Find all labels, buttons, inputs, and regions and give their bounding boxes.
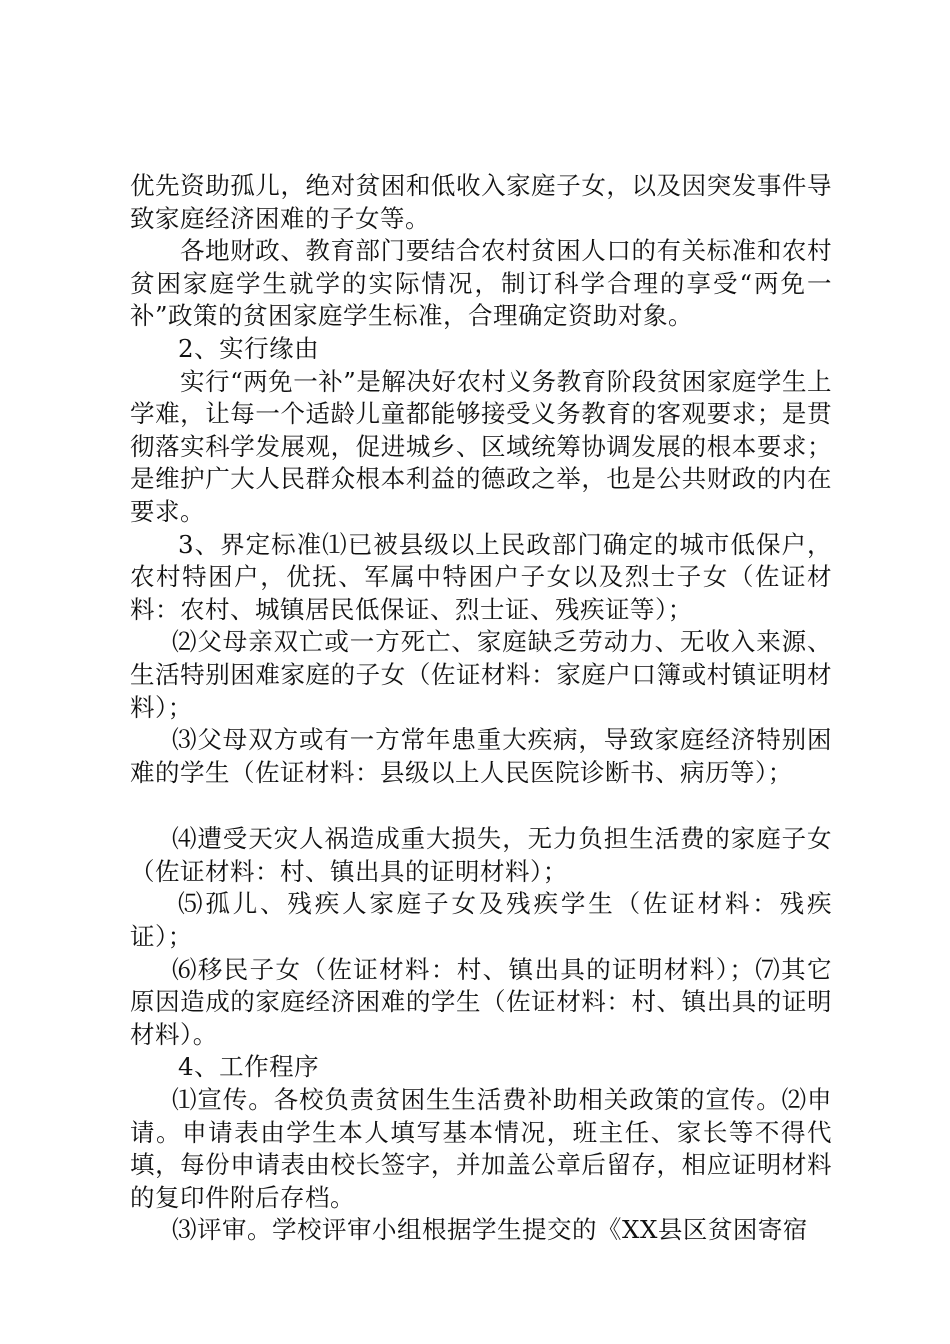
paragraph-reason: 实行“两免一补”是解决好农村义务教育阶段贫困家庭学生上学难，让每一个适龄儿童都能够接受义务教育的客观要求；是贯彻落实科学发展观，促进城乡、区域统筹协调发展的根本要求；是维护广大人民群众根本利益的德政之举，也是公共财政的内在要求。 [130,366,832,526]
document-body [130,170,832,1247]
paragraph-procedure-1-2: ⑴宣传。各校负责贫困生生活费补助相关政策的宣传。⑵申请。申请表由学生本人填写基本情况，班主任、家长等不得代填，每份申请表由校长签字，并加盖公章后留存，相应证明材料的复印件附后存档。 [130,1085,832,1212]
heading-procedure: 4、工作程序 [178,1052,320,1082]
paragraph-priority-aid: 优先资助孤儿，绝对贫困和低收入家庭子女，以及因突发事件导致家庭经济困难的子女等。 [130,171,832,233]
paragraph-finance-education: 各地财政、教育部门要结合农村贫困人口的有关标准和农村贫困家庭学生就学的实际情况，制订科学合理的享受“两免一补”政策的贫困家庭学生标准，合理确定资助对象。 [130,236,832,331]
paragraph-procedure-3: ⑶评审。学校评审小组根据学生提交的《XX县区贫困寄宿 [172,1215,808,1245]
paragraph-criteria-2: ⑵父母亲双亡或一方死亡、家庭缺乏劳动力、无收入来源、生活特别困难家庭的子女（佐证材料：家庭户口簿或村镇证明材料）； [130,627,832,722]
paragraph-criteria-6-7: ⑹移民子女（佐证材料：村、镇出具的证明材料）；⑺其它原因造成的家庭经济困难的学生（佐证材料：村、镇出具的证明材料）。 [130,954,832,1049]
paragraph-criteria-4: ⑷遭受天灾人祸造成重大损失，无力负担生活费的家庭子女（佐证材料：村、镇出具的证明材料）； [130,824,832,886]
paragraph-criteria-5: ⑸孤儿、残疾人家庭子女及残疾学生（佐证材料：残疾证）； [130,889,832,952]
paragraph-criteria-3: ⑶父母双方或有一方常年患重大疾病，导致家庭经济特别困难的学生（佐证材料：县级以上人民医院诊断书、病历等）； [130,725,832,787]
heading-reason: 2、实行缘由 [178,333,320,363]
paragraph-criteria-1: 3、界定标准⑴已被县级以上民政部门确定的城市低保户，农村特困户，优抚、军属中特困户子女以及烈士子女（佐证材料：农村、城镇居民低保证、烈士证、残疾证等）； [130,529,832,624]
